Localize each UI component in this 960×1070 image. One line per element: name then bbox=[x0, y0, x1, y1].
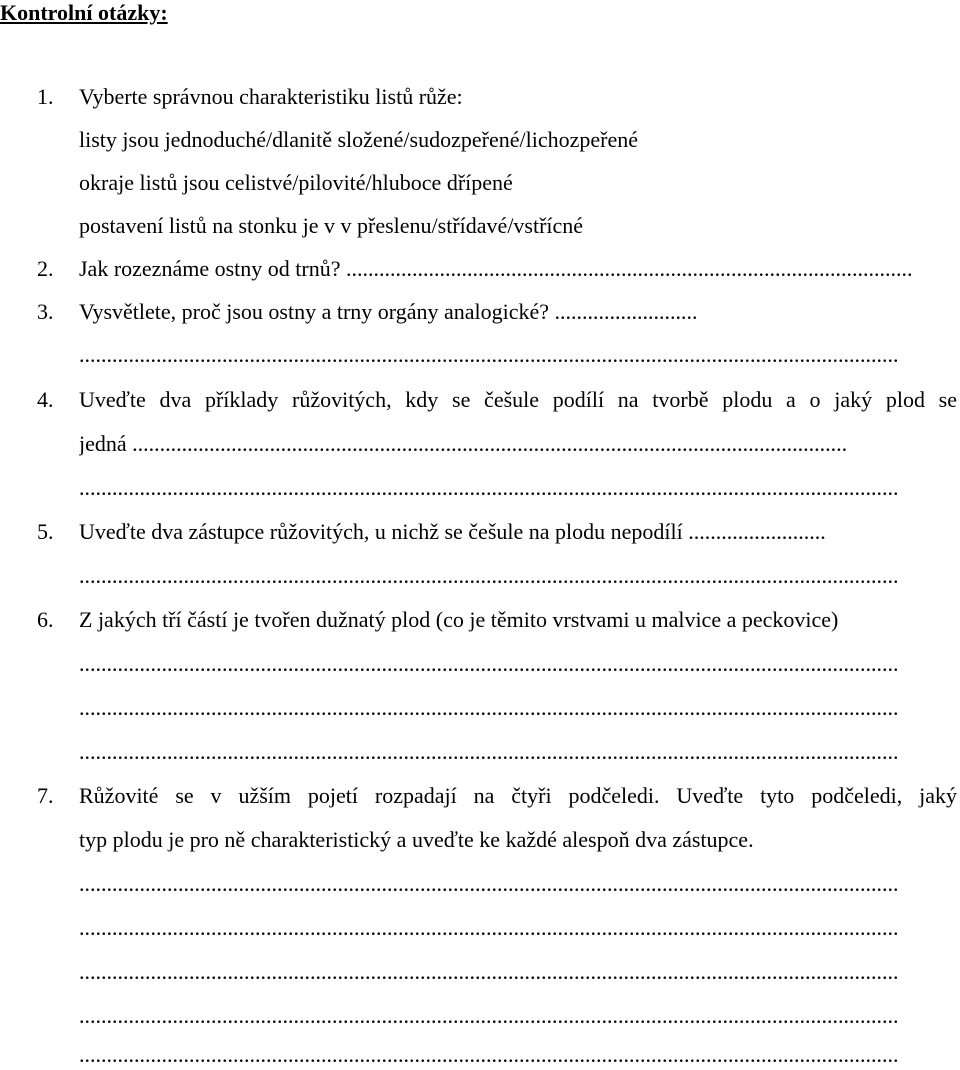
question-number: 7. bbox=[37, 783, 54, 808]
question-text: jedná bbox=[79, 431, 133, 456]
question-text-with-answer-line bbox=[79, 517, 949, 547]
answer-line: ....................................................................................................... bbox=[345, 256, 913, 281]
question-number: 5. bbox=[37, 519, 54, 544]
question-text-with-answer-line bbox=[79, 429, 949, 459]
answer-line: ..................................................................................................................................................... bbox=[79, 1003, 899, 1028]
question-text-with-answer-line bbox=[79, 254, 949, 284]
answer-line: .................................................................................................................................. bbox=[132, 431, 848, 456]
question-text: Uveďte dva příklady růžovitých, kdy se češule podílí na tvorbě plodu a o jaký plod se bbox=[79, 387, 957, 412]
answer-line: ..................................................................................................................................................... bbox=[79, 915, 899, 940]
question-text: Uveďte dva zástupce růžovitých, u nichž se češule na plodu nepodílí bbox=[79, 519, 689, 544]
answer-line: .......................... bbox=[554, 299, 698, 324]
option-text: postavení listů na stonku je v v přeslenu/střídavé/vstřícné bbox=[79, 213, 584, 238]
question-text: typ plodu je pro ně charakteristický a uveďte ke každé alespoň dva zástupce. bbox=[79, 827, 754, 852]
answer-line: ..................................................................................................................................................... bbox=[79, 739, 899, 764]
option-text: listy jsou jednoduché/dlanitě složené/sudozpeřené/lichozpeřené bbox=[79, 127, 638, 152]
answer-line: ..................................................................................................................................................... bbox=[79, 651, 899, 676]
question-text: Růžovité se v užším pojetí rozpadají na čtyři podčeledi. Uveďte tyto podčeledi, jaký bbox=[79, 783, 957, 808]
answer-line: ..................................................................................................................................................... bbox=[79, 695, 899, 720]
answer-line: ..................................................................................................................................................... bbox=[79, 563, 899, 588]
answer-line: ..................................................................................................................................................... bbox=[79, 959, 899, 984]
question-number: 1. bbox=[37, 84, 54, 109]
answer-line: ..................................................................................................................................................... bbox=[79, 1042, 899, 1067]
question-number: 3. bbox=[37, 299, 54, 324]
question-text-with-answer-line bbox=[79, 297, 949, 327]
answer-line: ..................................................................................................................................................... bbox=[79, 475, 899, 500]
answer-line: ......................... bbox=[688, 519, 826, 544]
question-number: 4. bbox=[37, 387, 54, 412]
question-text: Vysvětlete, proč jsou ostny a trny orgány analogické? bbox=[79, 299, 555, 324]
question-text: Z jakých tří částí je tvořen dužnatý plod (co je těmito vrstvami u malvice a peckovice) bbox=[79, 607, 839, 632]
question-number: 2. bbox=[37, 256, 54, 281]
question-text: Vyberte správnou charakteristiku listů růže: bbox=[79, 84, 463, 109]
option-text: okraje listů jsou celistvé/pilovité/hluboce dřípené bbox=[79, 170, 513, 195]
answer-line: ..................................................................................................................................................... bbox=[79, 342, 899, 367]
page-title: Kontrolní otázky: bbox=[0, 0, 168, 25]
answer-line: ..................................................................................................................................................... bbox=[79, 871, 899, 896]
question-number: 6. bbox=[37, 607, 54, 632]
question-text: Jak rozeznáme ostny od trnů? bbox=[79, 256, 346, 281]
